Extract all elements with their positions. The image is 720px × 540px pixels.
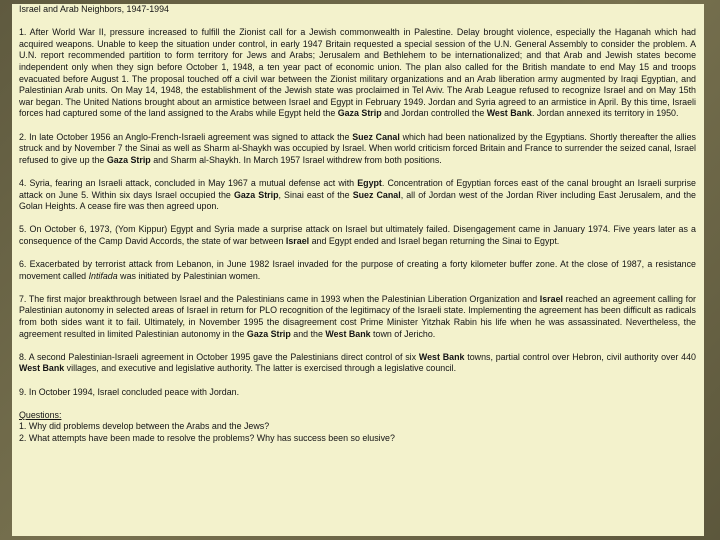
bold-term: Suez Canal — [352, 189, 401, 200]
paragraph-p1 — [19, 27, 696, 120]
paragraph-p8 — [19, 352, 696, 375]
italic-term: Intifada — [88, 270, 118, 281]
paragraph-text: 9. In October 1994, Israel concluded peace with Jordan. — [19, 386, 240, 397]
question-item: 2. What attempts have been made to resolve the problems? Why has success been so elusive? — [19, 432, 395, 443]
paragraph-p6 — [19, 259, 696, 282]
paragraph-text: 2. In late October 1956 an Anglo-French-Israeli agreement was signed to attack the — [19, 131, 353, 142]
paragraph-text: and Egypt ended and Israel began returning the Sinai to Egypt. — [309, 235, 560, 246]
paragraph-text: towns, partial control over Hebron, civil authority over 440 — [464, 351, 696, 362]
questions-heading: Questions: — [19, 409, 62, 420]
bold-term: West Bank — [418, 351, 465, 362]
document-page — [12, 4, 704, 536]
paragraph-text: town of Jericho. — [370, 328, 436, 339]
paragraph-text: , all of Jordan west of the Jordan River including East Jerusalem, and the Golan Heights. A cease fire was then agreed upon. — [19, 189, 696, 212]
paragraph-text: 1. After World War II, pressure increased to fulfill the Zionist call for a Jewish commonwealth in Palestine. Delay brought violence, especially the Haganah which had acquired weapons. Unable to keep the situation under control, in early 1947 Britain requested a special session of the U.N. General Assembly to consider the problem. A U.N. report recommended partition to form territory for Jews and Arabs; Jerusalem and Bethlehem to be internationalized; and that Arab and Jewish states become independent only when they sign before October 1, 1948, a ten year pact of economic union. The plan also called for the British mandate to end May 15 and troops evacuated before August 1. The proposal touched off a civil war between the Zionist military organizations and an Arab liberation army augmented by Iraqi Egyptian, and Palestinian Arab units. On May 14, 1948, the establishment of the Jewish state was proclaimed in Tel Aviv. The Arab League refused to recognize Israel and on May 15th war began. The United Nations brought about an armistice between Israel and Egypt in February 1949. Jordan and Syria agreed to an armistice in April. By this time, Israeli forces had captured some of the land assigned to the Arabs while Egypt held the — [19, 27, 696, 119]
paragraph-text: and Jordan controlled the — [381, 108, 487, 119]
bold-term: West Bank — [19, 363, 65, 374]
questions-section — [19, 410, 696, 445]
paragraph-list — [19, 27, 696, 398]
paragraph-p5 — [19, 224, 696, 247]
paragraph-text: villages, and executive and legislative authority. The latter is exercised through a legislative council. — [64, 363, 457, 374]
bold-term: Egypt — [357, 177, 382, 188]
paragraph-text: reached an agreement calling for Palestinian autonomy in selected areas of Israel in return for PLO recognition of the legitimacy of the Israeli state. Implementing the agreement has been difficult as radicals from both sides want it to fail. Ultimately, in November 1995 the disagreement cost Prime Minister Yitzhak Rabin his life when he was assassinated. Nevertheless, the agreement resulted in limited Palestinian autonomy in the — [19, 293, 696, 339]
document-text — [19, 4, 696, 445]
paragraph-text: 7. The first major breakthrough between Israel and the Palestinians came in 1993 when the Palestinian Liberation Organization and — [19, 293, 540, 304]
paragraph-p2 — [19, 132, 696, 167]
bold-term: Gaza Strip — [106, 154, 151, 165]
paragraph-p7 — [19, 294, 696, 340]
paragraph-p9 — [19, 387, 696, 399]
bold-term: Suez Canal — [352, 131, 400, 142]
bold-term: Israel — [539, 293, 563, 304]
paragraph-text: and the — [290, 328, 326, 339]
bold-term: West Bank — [486, 108, 532, 119]
paragraph-text: , Sinai east of the — [278, 189, 353, 200]
bold-term: Gaza Strip — [246, 328, 291, 339]
paragraph-text: 4. Syria, fearing an Israeli attack, concluded in May 1967 a mutual defense act with — [19, 177, 358, 188]
paragraph-p4 — [19, 178, 696, 213]
bold-term: West Bank — [325, 328, 371, 339]
bold-term: Israel — [285, 235, 310, 246]
paragraph-text: . Jordan annexed its territory in 1950. — [531, 108, 679, 119]
paragraph-text: was initiated by Palestinian women. — [117, 270, 261, 281]
question-item: 1. Why did problems develop between the Arabs and the Jews? — [19, 421, 270, 432]
paragraph-text: and Sharm al-Shaykh. In March 1957 Israel withdrew from both positions. — [150, 154, 442, 165]
bold-term: Gaza Strip — [337, 108, 382, 119]
page-title: Israel and Arab Neighbors, 1947-1994 — [19, 4, 169, 14]
paragraph-text: . Concentration of Egyptian forces east of the canal brought an Israeli surprise attack on June 5. Within six days Israel occupied the — [19, 177, 696, 200]
paragraph-text: 5. On October 6, 1973, (Yom Kippur) Egypt and Syria made a surprise attack on Israel but ultimately failed. Disengagement came in January 1974. Five years later as a consequence of the Camp David Accords, the state of war between — [19, 224, 696, 246]
paragraph-text: 6. Exacerbated by terrorist attack from Lebanon, in June 1982 Israel invaded for the purpose of creating a forty kilometer buffer zone. At the close of 1987, a resistance movement called — [19, 259, 696, 281]
bold-term: Gaza Strip — [233, 189, 279, 200]
paragraph-text: 8. A second Palestinian-Israeli agreement in October 1995 gave the Palestinians direct control of six — [19, 351, 419, 362]
paragraph-text: which had been nationalized by the Egyptians. Shortly thereafter the allies struck and by November 7 the Sinai as well as Sharm al-Shaykh was occupied by Israel. When world criticism forced Britain and France to surrender the seized canal, Israel refused to give up the — [19, 131, 696, 165]
